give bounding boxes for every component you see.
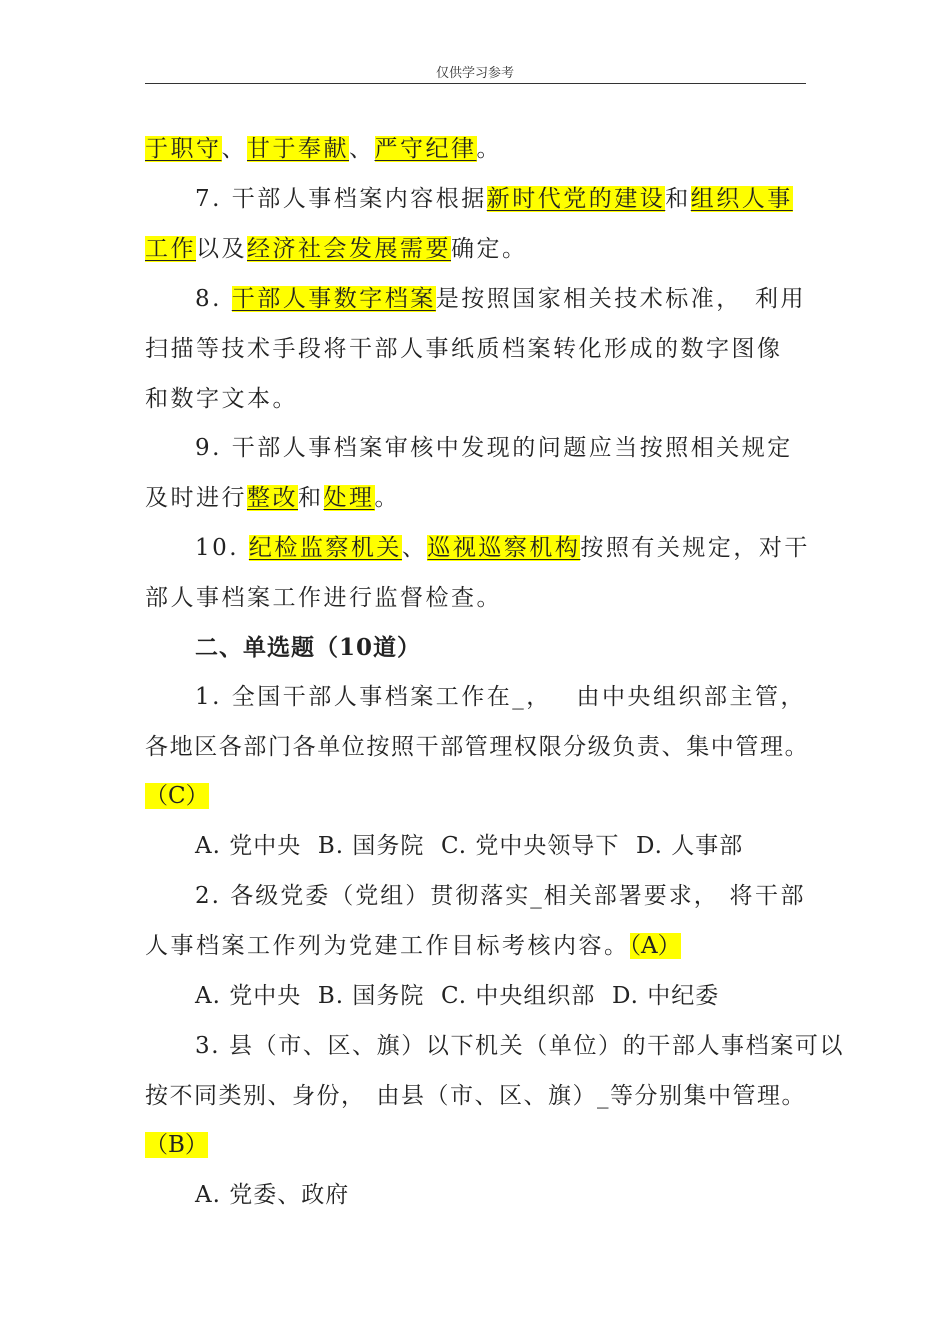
question-text: 按照有关规定， [580,535,759,561]
question-text: 和 [298,485,324,511]
blank-answer: 严守纪律 [374,136,477,162]
question-text: 是按照国家相关技术标准， [435,286,742,312]
sq1-line-1 [195,681,806,713]
sq3-options: A. 党委、政府 [195,1182,350,1208]
question-text: 及时进行 [145,485,247,511]
blank-answer: 甘于奉献 [247,136,349,162]
question-text: 2. 各级党委（党组）贯彻落实_相关部署要求， [195,883,719,909]
sq2-line-2 [145,930,806,962]
sq1-options: A. 党中央 B. 国务院 C. 党中央领导下 D. 人事部 [195,833,744,859]
question-text: 由县（市、区、旗）_等分别集中管理。 [376,1083,806,1109]
question-number: 9. [195,435,222,461]
answer-badge: （A） [629,933,681,959]
question-text: 干部人事档案内容根据 [231,186,487,212]
question-number: 7. [195,186,222,212]
sq1-line-2: 各地区各部门各单位按照干部管理权限分级负责、集中管理。 [145,734,810,760]
question-number: 10. [195,535,240,561]
separator: 、 [401,535,428,561]
period: 。 [476,136,502,162]
q8-line-2: 扫描等技术手段将干部人事纸质档案转化形成的数字图像 [145,336,783,362]
blank-answer: 巡视巡察机构 [427,535,581,561]
answer-badge: （C） [145,783,209,809]
period: 。 [374,485,400,511]
sq3-answer-line [145,1129,806,1161]
separator: 、 [349,136,375,162]
question-text: 利用 [755,286,806,312]
blank-answer: 于职守 [145,136,222,162]
blank-answer: 工作 [145,236,196,262]
question-text: 确定。 [451,236,528,262]
blank-answer: 干部人事数字档案 [231,286,436,312]
q7-line-1 [195,183,806,215]
q9-line-2 [145,482,806,514]
answer-badge: （B） [145,1132,208,1158]
question-text: 由中央组织部主管， [576,684,806,710]
q8-line-1 [195,283,806,315]
page-header: 仅供学习参考 [435,66,514,81]
blank-answer: 处理 [323,485,375,511]
header-rule [145,83,806,84]
sq2-options: A. 党中央 B. 国务院 C. 中央组织部 D. 中纪委 [195,983,720,1009]
question-text: 人事档案工作列为党建工作目标考核内容。 [145,933,630,959]
question-text: 按不同类别、身份， [145,1083,366,1109]
section-title: 二、单选题（10道） [195,634,422,661]
q10-line-2: 部人事档案工作进行监督检查。 [145,585,502,611]
question-text: 1. 全国干部人事档案工作在_， [195,684,552,710]
sq3-line-1: 3. 县（市、区、旗）以下机关（单位）的干部人事档案可以 [195,1033,845,1059]
separator: 、 [221,136,247,162]
q9-line-1 [195,432,806,464]
sq2-line-1 [195,880,806,912]
blank-answer: 经济社会发展需要 [247,236,451,262]
question-text: 以及 [196,236,247,262]
q8-line-3: 和数字文本。 [145,386,298,412]
blank-answer: 纪检监察机关 [248,535,402,561]
blank-answer: 新时代党的建设 [486,186,666,212]
q6-tail-line [145,133,806,165]
q10-line-1 [195,532,810,564]
question-text: 对干 [758,535,810,561]
question-text: 干部人事档案审核中发现的问题应当按照相关规定 [231,435,793,461]
sq3-line-2 [145,1080,806,1112]
q7-line-2 [145,233,806,265]
blank-answer: 整改 [247,485,298,511]
question-number: 8. [195,286,222,312]
question-text: 将干部 [729,883,806,909]
question-text: 和 [665,186,691,212]
sq1-answer-line [145,780,806,812]
blank-answer: 组织人事 [690,186,793,212]
